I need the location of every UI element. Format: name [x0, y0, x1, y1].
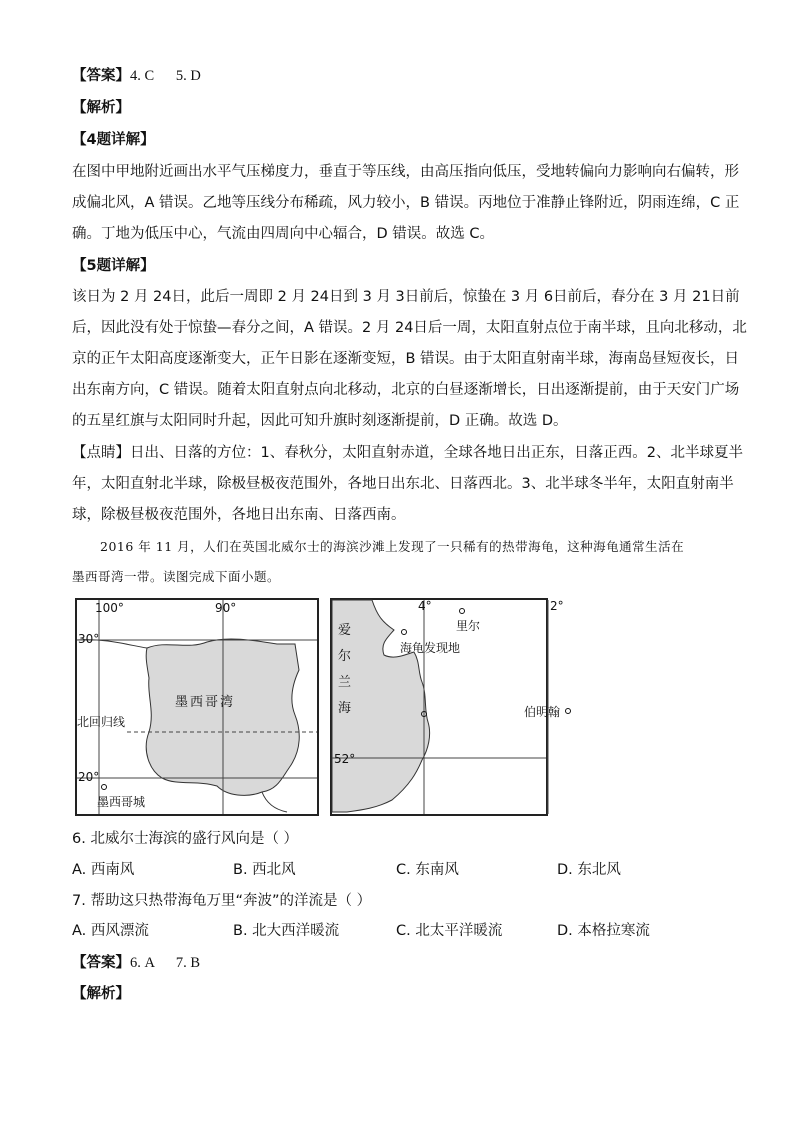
- turtle-found-label: 海龟发现地: [400, 641, 461, 655]
- intro-line: 2016 年 11 月，人们在英国北威尔士的海滨沙滩上发现了一只稀有的热带海龟，这种海龟通常生活在: [100, 539, 685, 554]
- q5-detail-heading: 【5题详解】: [72, 258, 155, 274]
- sea-label-char: 兰: [338, 675, 352, 690]
- sea-label-char: 尔: [338, 649, 352, 664]
- q7-option-c[interactable]: C. 北太平洋暖流: [396, 923, 503, 939]
- q6-option-b[interactable]: B. 西北风: [233, 862, 296, 878]
- q5-line: 京的正午太阳高度逐渐变大，正午日影在逐渐变短，B 错误。由于太阳直射南半球，海南岛昼短夜长，日: [72, 351, 740, 367]
- q7-option-a[interactable]: A. 西风漂流: [72, 923, 149, 939]
- liverpool-label: 里尔: [456, 619, 481, 633]
- intro-line: 墨西哥湾一带。读图完成下面小题。: [72, 569, 281, 584]
- lat-label-30: 30°: [78, 632, 100, 646]
- answer-tag: 【答案】: [72, 955, 130, 971]
- q4-line: 成偏北风，A 错误。乙地等压线分布稀疏，风力较小，B 错误。丙地位于准静止锋附近，阴雨连绵，C 正: [72, 195, 740, 211]
- q7-stem: 7. 帮助这只热带海龟万里“奔波”的洋流是（ ）: [72, 893, 372, 909]
- q5-line: 后，因此没有处于惊蛰—春分之间，A 错误。2 月 24日后一周，太阳直射点位于南半球，且向北移动，北: [72, 320, 747, 336]
- gulf-label: 墨西哥湾: [175, 695, 236, 710]
- tip-line: 球，除极昼极夜范围外，各地日出东南、日落西南。: [72, 507, 406, 523]
- q6-option-d[interactable]: D. 东北风: [557, 862, 621, 878]
- q5-line: 出东南方向，C 错误。随着太阳直射点向北移动，北京的白昼逐渐增长，日出逐渐提前，由于天安门广场: [72, 382, 740, 398]
- tip-line: 年，太阳直射北半球，除极昼极夜范围外，各地日出东北、日落西北。3、北半球冬半年，太阳直射南半: [72, 476, 734, 492]
- q6-option-c[interactable]: C. 东南风: [396, 862, 459, 878]
- lon-label-100: 100°: [95, 601, 124, 615]
- lon-label-90: 90°: [215, 601, 237, 615]
- q4-line: 确。丁地为低压中心，气流由四周向中心辐合，D 错误。故选 C。: [72, 226, 495, 242]
- lon-label-2: 2°: [550, 599, 564, 613]
- q7-option-b[interactable]: B. 北大西洋暖流: [233, 923, 340, 939]
- tip-line: 【点睛】日出、日落的方位：1、春秋分，太阳直射赤道，全球各地日出正东，日落正西。2、北半球夏半: [72, 445, 743, 461]
- q5-line: 该日为 2 月 24日，此后一周即 2 月 24日到 3 月 3日前后，惊蛰在 3 月 6日前后，春分在 3 月 21日前: [72, 289, 740, 305]
- uk-irish-sea-map: [330, 598, 564, 816]
- answer-line-2: [72, 953, 200, 973]
- mexico-city-label: 墨西哥城: [97, 795, 146, 809]
- q4-line: 在图中甲地附近画出水平气压梯度力，垂直于等压线，由高压指向低压，受地转偏向力影响向右偏转，形: [72, 164, 739, 180]
- answer-text: 4. C 5. D: [130, 68, 201, 84]
- sea-label-char: 海: [338, 701, 352, 716]
- analysis-heading-2: 【解析】: [72, 986, 130, 1002]
- answer-text: 6. A 7. B: [130, 955, 201, 971]
- answer-tag: 【答案】: [72, 68, 130, 84]
- analysis-heading-1: 【解析】: [72, 100, 130, 116]
- q6-stem: 6. 北威尔士海滨的盛行风向是（ ）: [72, 831, 299, 847]
- lat-label-20: 20°: [78, 770, 100, 784]
- sea-label-char: 爱: [338, 623, 352, 638]
- tropic-label: 北回归线: [77, 715, 126, 729]
- lat-label-52: 52°: [334, 752, 356, 766]
- q4-detail-heading: 【4题详解】: [72, 132, 155, 148]
- answer-line-1: [72, 66, 201, 86]
- q6-option-a[interactable]: A. 西南风: [72, 862, 135, 878]
- gulf-of-mexico-map: [75, 598, 319, 816]
- q7-option-d[interactable]: D. 本格拉寒流: [557, 923, 650, 939]
- q5-line: 的五星红旗与太阳同时升起，因此可知升旗时刻逐渐提前，D 正确。故选 D。: [72, 413, 568, 429]
- lon-label-4: 4°: [418, 599, 432, 613]
- birmingham-label: 伯明翰: [524, 705, 561, 719]
